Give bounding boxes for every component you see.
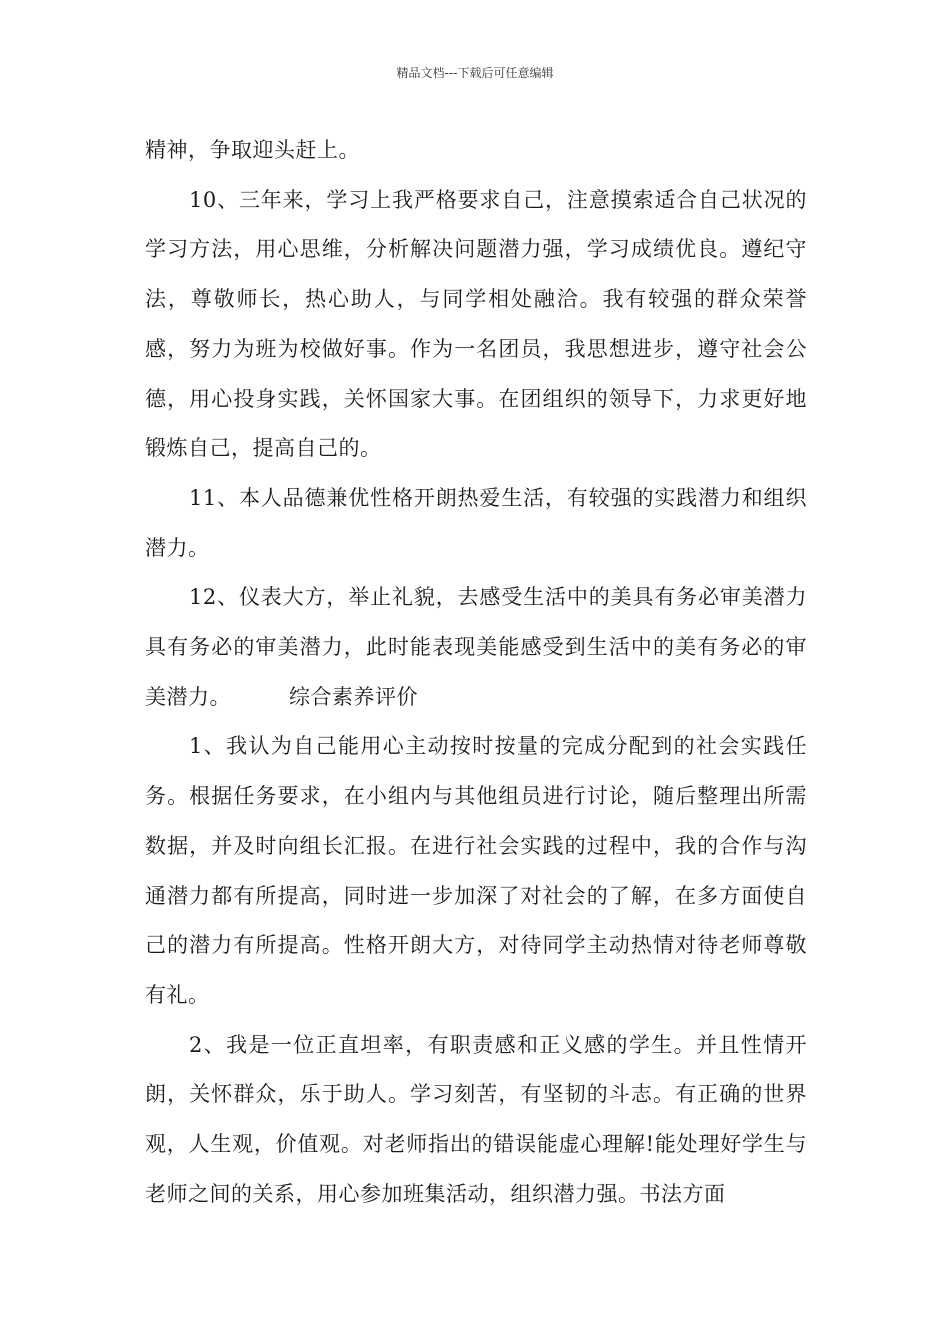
paragraph-evaluation-2: 2、我是一位正直坦率，有职责感和正义感的学生。并且性情开朗，关怀群众，乐于助人。学习刻苦，有坚韧的斗志。有正确的世界观，人生观，价值观。对老师指出的错误能虚心理解!能处理好学生与老师之间的关系，用心参加班集活动，组织潜力强。书法方面 bbox=[145, 1032, 807, 1206]
section-heading: 综合素养评价 bbox=[289, 684, 418, 709]
page-header: 精品文档---下载后可任意编辑 bbox=[396, 66, 554, 80]
paragraph-item-10: 10、三年来，学习上我严格要求自己，注意摸索适合自己状况的学习方法，用心思维，分析解决问题潜力强，学习成绩优良。遵纪守法，尊敬师长，热心助人，与同学相处融洽。我有较强的群众荣誉感，努力为班为校做好事。作为一名团员，我思想进步，遵守社会公德，用心投身实践，关怀国家大事。在团组织的领导下，力求更好地锻炼自己，提高自己的。 bbox=[145, 187, 807, 461]
paragraph-evaluation-1: 1、我认为自己能用心主动按时按量的完成分配到的社会实践任务。根据任务要求，在小组内与其他组员进行讨论，随后整理出所需数据，并及时向组长汇报。在进行社会实践的过程中，我的合作与沟通潜力都有所提高，同时进一步加深了对社会的了解，在多方面使自己的潜力有所提高。性格开朗大方，对待同学主动热情对待老师尊敬有礼。 bbox=[145, 734, 807, 1007]
paragraph-item-12-text: 12、仪表大方，举止礼貌，去感受生活中的美具有务必审美潜力具有务必的审美潜力，此时能表现美能感受到生活中的美有务必的审美潜力。 bbox=[145, 585, 807, 709]
paragraph-continuation: 精神，争取迎头赶上。 bbox=[145, 138, 360, 162]
paragraph-item-12 bbox=[145, 573, 807, 722]
document-body bbox=[145, 126, 807, 1219]
paragraph-item-11: 11、本人品德兼优性格开朗热爱生活，有较强的实践潜力和组织潜力。 bbox=[145, 485, 807, 560]
